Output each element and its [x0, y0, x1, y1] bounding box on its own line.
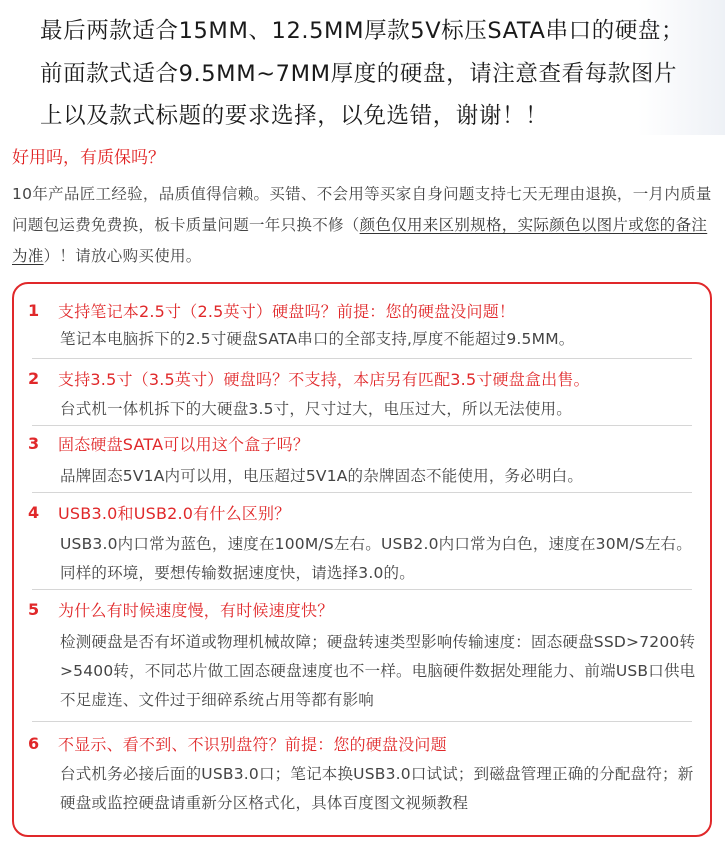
faq-question: 支持3.5寸（3.5英寸）硬盘吗？不支持，本店另有匹配3.5寸硬盘盒出售。 [58, 370, 590, 389]
faq-divider [32, 358, 692, 359]
intro-main-text: 10年产品匠工经验，品质值得信赖。买错、不会用等买家自身问题支持七天无理由退换，一月内质量问题包运费免费换，板卡质量问题一年只换不修（ [12, 185, 712, 234]
faq-number: 6 [28, 734, 40, 753]
faq-answer: 笔记本电脑拆下的2.5寸硬盘SATA串口的全部支持,厚度不能超过9.5MM。 [60, 330, 575, 348]
faq-number: 5 [28, 600, 40, 619]
faq-number: 1 [28, 301, 40, 320]
faq-question: 支持笔记本2.5寸（2.5英寸）硬盘吗？前提：您的硬盘没问题！ [58, 302, 516, 321]
faq-answer: 台式机务必接后面的USB3.0口；笔记本换USB3.0口试试；到磁盘管理正确的分配盘符；新硬盘或监控硬盘请重新分区格式化，具体百度图文视频教程 [60, 765, 694, 812]
quality-intro [12, 179, 718, 272]
faq-number: 4 [28, 503, 40, 522]
faq-question: 不显示、看不到、不识别盘符？前提：您的硬盘没问题 [58, 735, 447, 754]
faq-divider [32, 721, 692, 722]
faq-number: 2 [28, 369, 40, 388]
faq-answer: 检测硬盘是否有坏道或物理机械故障；硬盘转速类型影响传输速度：固态硬盘SSD>7200转>5400转，不同芯片做工固态硬盘速度也不一样。电脑硬件数据处理能力、前端USB口供电不足虚连、文件过于细碎系统占用等都有影响 [60, 633, 696, 709]
faq-question: USB3.0和USB2.0有什么区别？ [58, 504, 291, 523]
intro-highlight-text: 颜色仅用来区别规格，实际颜色以图片或您的备注为准 [12, 216, 708, 265]
faq-answer: USB3.0内口常为蓝色，速度在100M/S左右。USB2.0内口常为白色，速度在30M/S左右。同样的环境，要想传输数据速度快，请选择3.0的。 [60, 535, 692, 582]
faq-question: 固态硬盘SATA可以用这个盒子吗？ [58, 435, 310, 454]
faq-answer: 品牌固态5V1A内可以用，电压超过5V1A的杂牌固态不能使用，务必明白。 [60, 467, 584, 485]
notice-line-2: 前面款式适合9.5MM~7MM厚度的硬盘，请注意查看每款图片 [40, 61, 678, 87]
quality-heading: 好用吗，有质保吗？ [12, 148, 165, 168]
intro-tail-text: ）！请放心购买使用。 [43, 247, 202, 265]
faq-divider [32, 492, 692, 493]
faq-divider [32, 589, 692, 590]
faq-box [12, 282, 712, 837]
notice-line-1: 最后两款适合15MM、12.5MM厚款5V标压SATA串口的硬盘； [40, 18, 685, 44]
faq-divider [32, 425, 692, 426]
notice-banner [0, 0, 725, 135]
faq-number: 3 [28, 434, 40, 453]
faq-answer: 台式机一体机拆下的大硬盘3.5寸，尺寸过大，电压过大，所以无法使用。 [60, 400, 572, 418]
notice-line-3: 上以及款式标题的要求选择，以免选错，谢谢！！ [40, 103, 549, 129]
faq-question: 为什么有时候速度慢，有时候速度快？ [58, 601, 334, 620]
